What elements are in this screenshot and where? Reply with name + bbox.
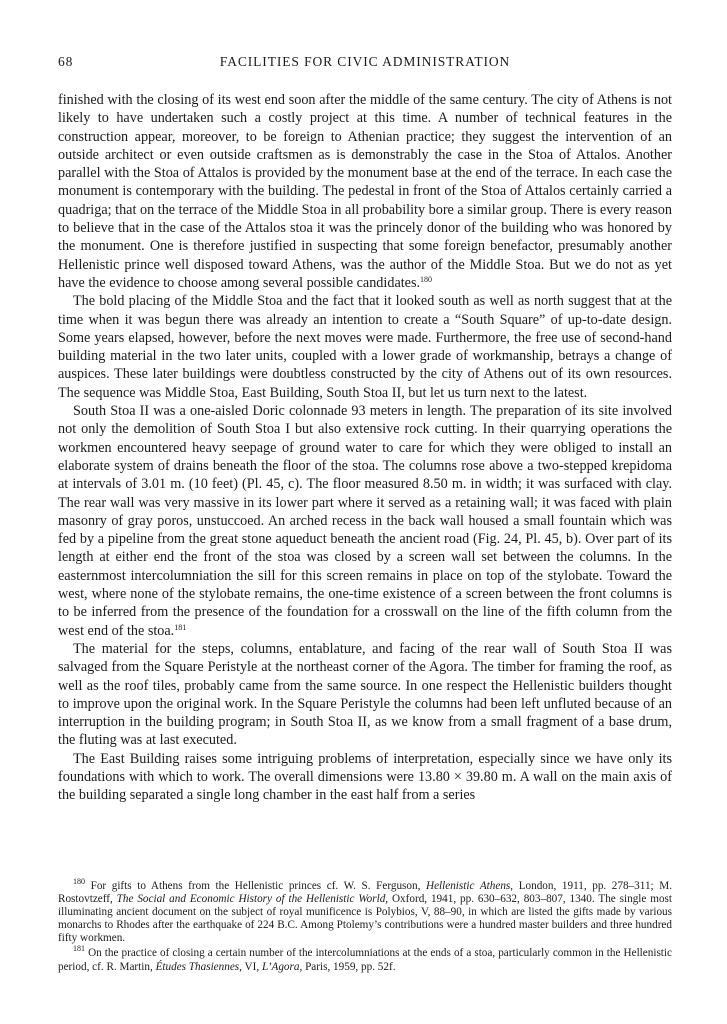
paragraph-text: finished with the closing of its west end soon after the middle of the same century. The city of Athens is not likely to have undertaken such a costly project at this time. A number of technical features in the construction appear, moreover, to be foreign to Athenian practice; they suggest the intervention of an outside architect or even outside craftsmen as is demonstrably the case in the Stoa of Attalos. Another parallel with the Stoa of Attalos is provided by the monument base at the end of the terrace. In each case the monument is contemporary with the building. The pedestal in front of the Stoa of Attalos certainly carried a quadriga; that on the terrace of the Middle Stoa in all probability bore a similar group. There is every reason to believe that in the case of the Attalos stoa it was the princely donor of the building who was honored by the monument. One is therefore justified in suspecting that some foreign benefactor, presumably another Hellenistic prince well disposed toward Athens, was the author of the Middle Stoa. But we do not as yet have the evidence to choose among several possible candidates. — [58, 92, 672, 291]
paragraph — [58, 750, 672, 805]
footnote-reference: 180 — [420, 274, 433, 284]
paragraph-text: The East Building raises some intriguing problems of interpretation, especially since we have only its foundations with which to work. The overall dimensions were 13.80 × 39.80 m. A wall on the main axis of the building separated a single long chamber in the east half from a series — [58, 750, 672, 804]
paragraph — [58, 640, 672, 750]
footnote-title: Hellenistic Athens — [425, 880, 511, 892]
paragraph — [58, 91, 672, 292]
paragraph — [58, 292, 672, 402]
paragraph-text: The material for the steps, columns, entablature, and facing of the rear wall of South Stoa II was salvaged from the Square Peristyle at the northeast corner of the Agora. The timber for framing the roof, as well as the roof tiles, probably came from the same source. In one respect the Hellenistic builders thought to improve upon the original work. In the Square Peristyle the columns had been left unfluted because of an interruption in the building program; in South Stoa II, as we know from a small fragment of a base drum, the fluting was at last executed. — [58, 640, 672, 749]
paragraph-text: The bold placing of the Middle Stoa and the fact that it looked south as well as north suggest that at the time when it was begun there was already an intention to create a “South Square” of up-to-date design. Some years elapsed, however, before the next moves were made. Furthermore, the free use of second-hand building material in the two later units, coupled with a lower grade of workmanship, betrays a change of auspices. These later buildings were doubtless constructed by the city of Athens out of its own resources. The sequence was Middle Stoa, East Building, South Stoa II, but let us turn next to the latest. — [58, 293, 672, 401]
footnote-text: , London, 1911, pp. 278–311; M. Rostovtzeff, — [58, 880, 672, 906]
footnote-text: , Paris, 1959, pp. 52f. — [299, 960, 396, 973]
footnote-title: The Social and Economic History of the Hellenistic World — [116, 893, 386, 906]
footnote — [58, 877, 672, 945]
running-header — [58, 54, 672, 74]
footnote-reference: 181 — [174, 622, 187, 632]
footnote-number: 180 — [73, 877, 85, 886]
footnote-text: , VI, — [239, 960, 262, 973]
footnote-text: On the practice of closing a certain number of the intercolumniations at the ends of a stoa, particularly common in the Hellenistic period, cf. R. Martin, — [58, 947, 672, 973]
footnote-text: For gifts to Athens from the Hellenistic princes cf. W. S. Ferguson, — [90, 880, 426, 892]
footnote — [58, 944, 672, 973]
paragraph — [58, 402, 672, 640]
footnote-title: Études Thasiennes — [155, 960, 240, 973]
paragraph-text: South Stoa II was a one-aisled Doric colonnade 93 meters in length. The preparation of its site involved not only the demolition of South Stoa I but also extensive rock cutting. In their quarrying operations the workmen encountered heavy seepage of ground water to care for which they were obliged to install an elaborate system of drains beneath the floor of the stoa. The columns rose above a two-stepped krepidoma at intervals of 3.01 m. (10 feet) (Pl. 45, c). The floor measured 8.50 m. in width; it was surfaced with clay. The rear wall was very massive in its lower part where it served as a retaining wall; it was faced with plain masonry of gray poros, unstuccoed. An arched recess in the back wall housed a small fountain which was fed by a pipeline from the great stone aqueduct beneath the ancient road (Fig. 24, Pl. 45, b). Over part of its length at either end the front of the stoa was closed by a screen wall set between the columns. In the easternmost intercolumniation the sill for this screen remains in place on top of the stylobate. Toward the west, where none of the stylobate remains, the one-time existence of a screen between the front columns is to be inferred from the presence of the foundation for a crosswall on the line of the fifth column from the west end of the stoa. — [58, 403, 672, 639]
footnote-text: , Oxford, 1941, pp. 630–632, 803–807, 1340. The single most illuminating ancient document on the subject of royal munificence is Polybios, V, 88–90, in which are listed the gifts made by various monarchs to Rhodes after the earthquake of 224 B.C. Among Ptolemy’s contributions were a hundred master builders and three hundred fifty workmen. — [58, 893, 672, 945]
footnote-number: 181 — [73, 944, 85, 954]
footnotes — [58, 877, 672, 976]
running-title: FACILITIES FOR CIVIC ADMINISTRATION — [219, 54, 511, 69]
page-number: 68 — [58, 54, 74, 69]
footnote-title: L’Agora — [261, 960, 300, 973]
body-text — [58, 91, 672, 805]
